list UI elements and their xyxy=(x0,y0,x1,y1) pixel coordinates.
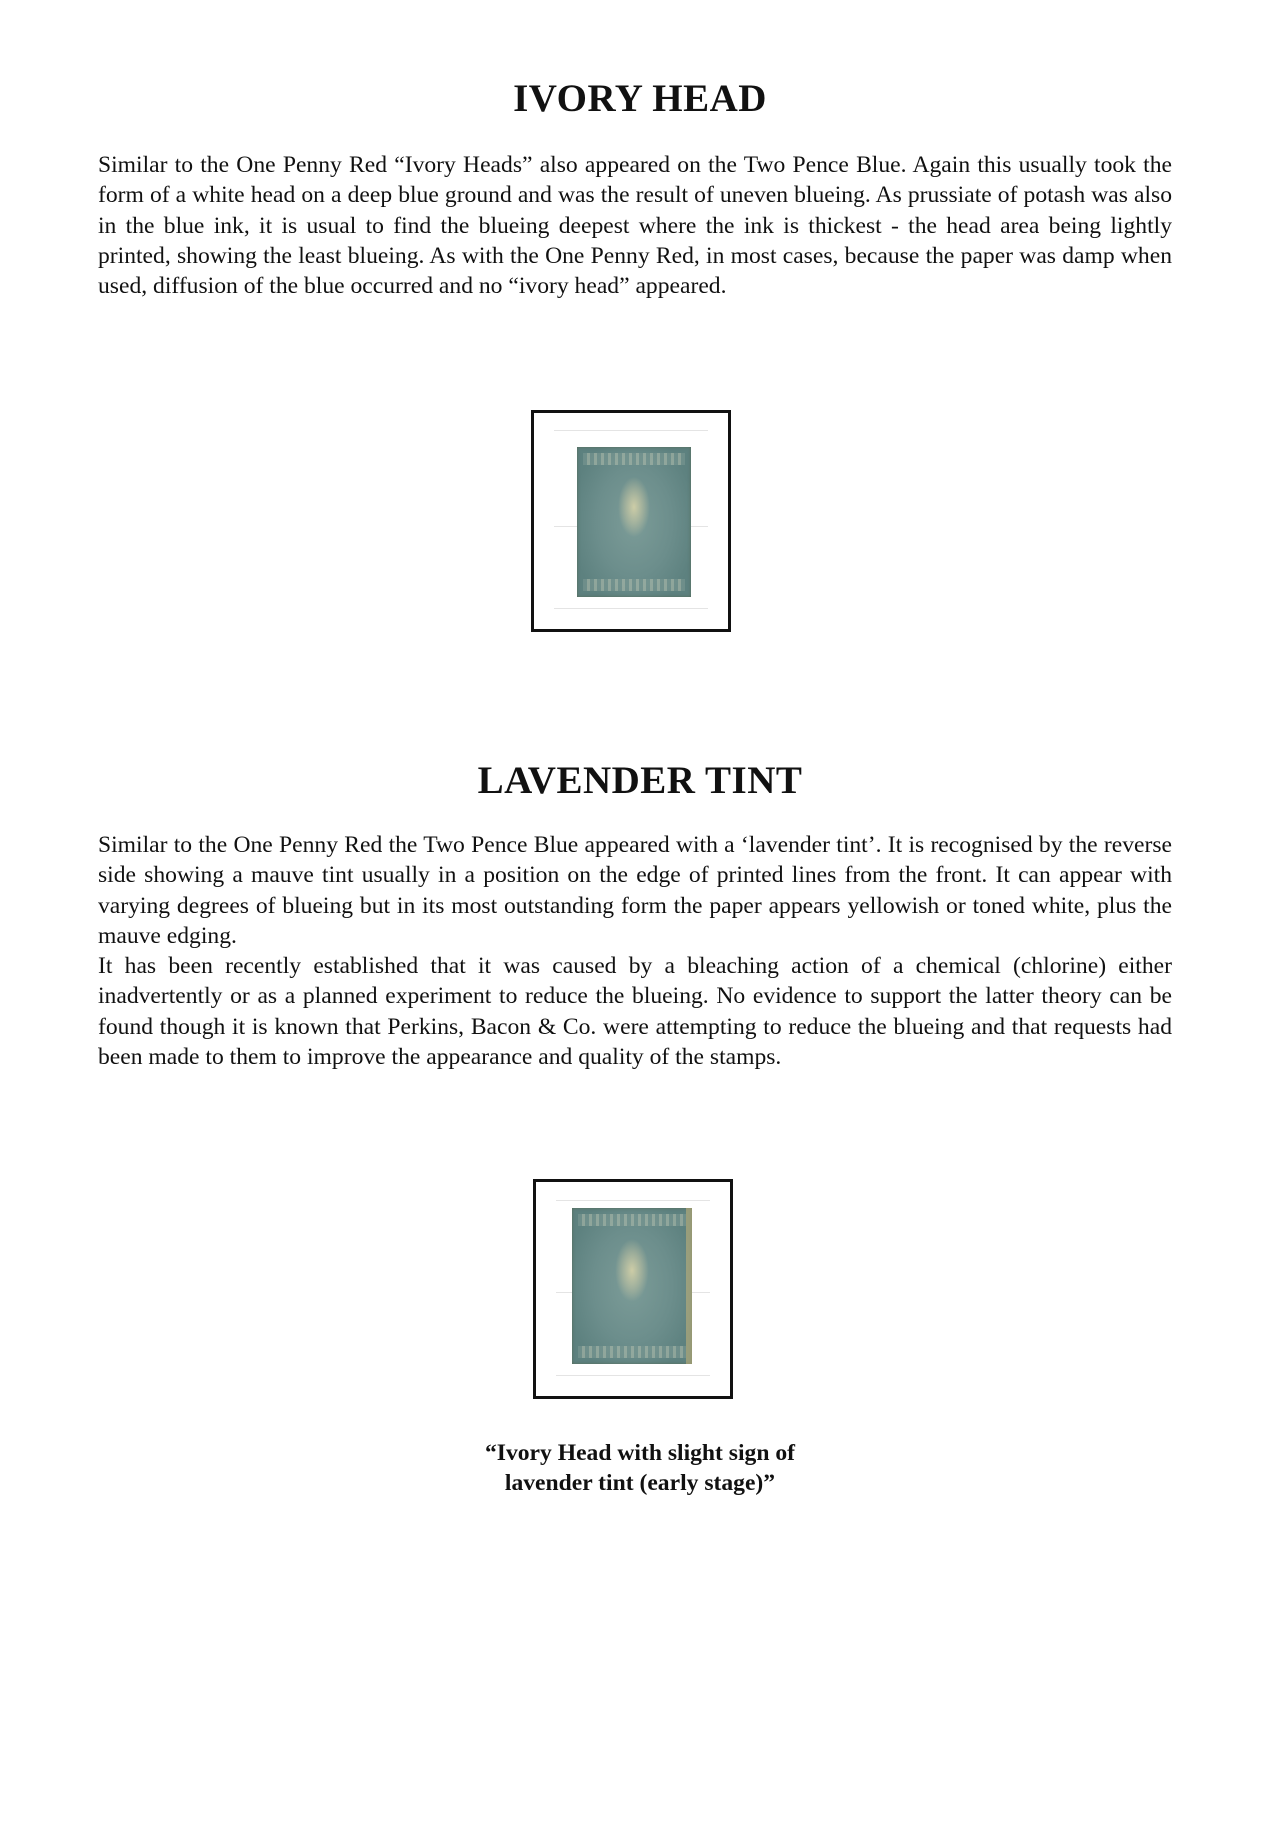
mount-guide-line xyxy=(554,430,708,431)
two-pence-blue-stamp-image xyxy=(577,447,691,597)
ivory-head-stamp-mount xyxy=(531,410,731,632)
mount-guide-line xyxy=(554,608,708,609)
stamp-bottom-lettering xyxy=(583,579,685,591)
caption-line-2: lavender tint (early stage)” xyxy=(504,1470,776,1496)
two-pence-blue-stamp-image xyxy=(572,1208,692,1364)
lavender-tint-stamp-mount xyxy=(533,1179,733,1399)
stamp-top-lettering xyxy=(578,1214,686,1226)
lavender-tint-paragraph-1: Similar to the One Penny Red the Two Pence Blue appeared with a ‘lavender tint’. It is recognised by the reverse side showing a mauve tint usually in a position on the edge of printed lines from the front. It can appear with varying degrees of blueing but in its most outstanding form the paper appears yellowish or toned white, plus the mauve edging. xyxy=(98,832,1172,949)
lavender-tint-paragraph-2: It has been recently established that it was caused by a bleaching action of a chemical (chlorine) either inadvertently or as a planned experiment to reduce the blueing. No evidence to support the latter theory can be found though it is known that Perkins, Bacon & Co. were attempting to reduce the blueing and that requests had been made to them to improve the appearance and quality of the stamps. xyxy=(98,953,1172,1071)
lavender-tint-text xyxy=(98,830,1172,1072)
stamp-caption xyxy=(0,1438,1280,1498)
ivory-head-heading: IVORY HEAD xyxy=(513,77,767,120)
stamp-top-lettering xyxy=(583,453,685,465)
stamp-bottom-lettering xyxy=(578,1346,686,1358)
caption-line-1: “Ivory Head with slight sign of xyxy=(484,1440,796,1466)
stamp-toned-edge xyxy=(686,1208,692,1364)
mount-guide-line xyxy=(556,1200,710,1201)
lavender-tint-heading: LAVENDER TINT xyxy=(477,759,803,802)
ivory-head-paragraph: Similar to the One Penny Red “Ivory Heads” also appeared on the Two Pence Blue. Again this usually took the form of a white head on a deep blue ground and was the result of uneven blueing. As prussiate of potash was also in the blue ink, it is usual to find the blueing deepest where the ink is thickest - the head area being lightly printed, showing the least blueing. As with the One Penny Red, in most cases, because the paper was damp when used, diffusion of the blue occurred and no “ivory head” appeared. xyxy=(98,152,1172,300)
mount-guide-line xyxy=(556,1375,710,1376)
ivory-head-text xyxy=(98,150,1172,301)
